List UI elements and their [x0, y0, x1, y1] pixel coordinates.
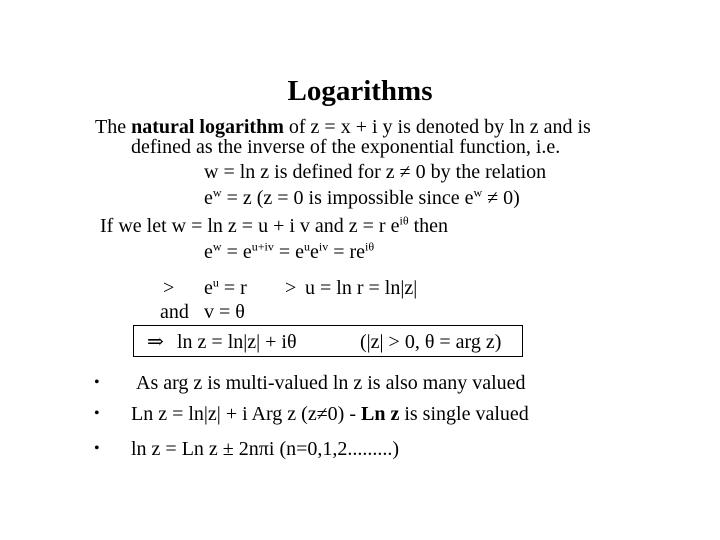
exp-c: = e — [273, 241, 304, 263]
bullet-2-text — [131, 402, 529, 426]
res-e: e — [204, 277, 213, 299]
def-tail: ≠ 0) — [482, 187, 520, 209]
def-text: = z (z = 0 is impossible since e — [221, 187, 474, 209]
exp-a: e — [204, 241, 213, 263]
def-sup-w: w — [212, 185, 222, 200]
double-arrow-icon: ⇒ — [147, 331, 164, 353]
exp-s4: iv — [318, 239, 329, 254]
bullet-icon: • — [94, 374, 100, 391]
exp-s3: u — [303, 239, 310, 254]
definition-line-2 — [204, 186, 520, 210]
implies-arrow-1: > — [163, 277, 175, 299]
boxed-formula-text: ln z = ln|z| + iθ — [177, 331, 297, 353]
exp-s1: w — [212, 239, 222, 254]
let-we-line — [100, 214, 448, 238]
let-we-text: If we let w = ln z = u + i v and z = r e — [100, 215, 400, 237]
exp-s2: u+iv — [251, 239, 274, 254]
intro-line-2: defined as the inverse of the exponential function, i.e. — [131, 136, 561, 158]
implies-arrow-2: > — [285, 277, 297, 299]
bullet-2-bold: Ln z — [361, 403, 400, 425]
exp-e: = re — [328, 241, 366, 263]
bullet-3-b: (n=0,1,2.........) — [274, 438, 400, 460]
result-v: v = θ — [204, 301, 245, 323]
exp-s5: iθ — [365, 239, 375, 254]
bullet-icon: • — [94, 405, 100, 422]
intro-text-a: The — [95, 116, 132, 138]
def-e: e — [204, 187, 213, 209]
bullet-3-text — [131, 437, 399, 461]
intro-text-b: of z = x + i y is denoted by ln z and is — [283, 116, 591, 138]
slide-title: Logarithms — [287, 75, 433, 107]
natural-logarithm-term: natural logarithm — [131, 116, 284, 138]
result-eu — [204, 276, 247, 300]
definition-line-1: w = ln z is defined for z ≠ 0 by the relation — [204, 161, 547, 183]
bullet-2-a: Ln z = ln|z| + i Arg z (z≠0) - — [131, 403, 361, 425]
let-we-sup: iθ — [399, 213, 409, 228]
res-eq-r: = r — [218, 277, 247, 299]
result-u: u = ln r = ln|z| — [305, 277, 418, 299]
boxed-formula-condition: (|z| > 0, θ = arg z) — [360, 331, 502, 353]
let-we-then: then — [408, 215, 449, 237]
exp-d: e — [309, 241, 319, 263]
bullet-2-b: is single valued — [399, 403, 529, 425]
bullet-3-a: ln z = Ln z ± 2nπi — [131, 438, 275, 460]
bullet-1-text: As arg z is multi-valued ln z is also many valued — [136, 372, 526, 394]
bullet-icon: • — [94, 440, 100, 457]
def-sup-w2: w — [473, 185, 483, 200]
res-sup-u: u — [212, 275, 219, 290]
exp-b: = e — [221, 241, 252, 263]
expansion-line — [204, 240, 374, 264]
and-label: and — [160, 301, 189, 323]
